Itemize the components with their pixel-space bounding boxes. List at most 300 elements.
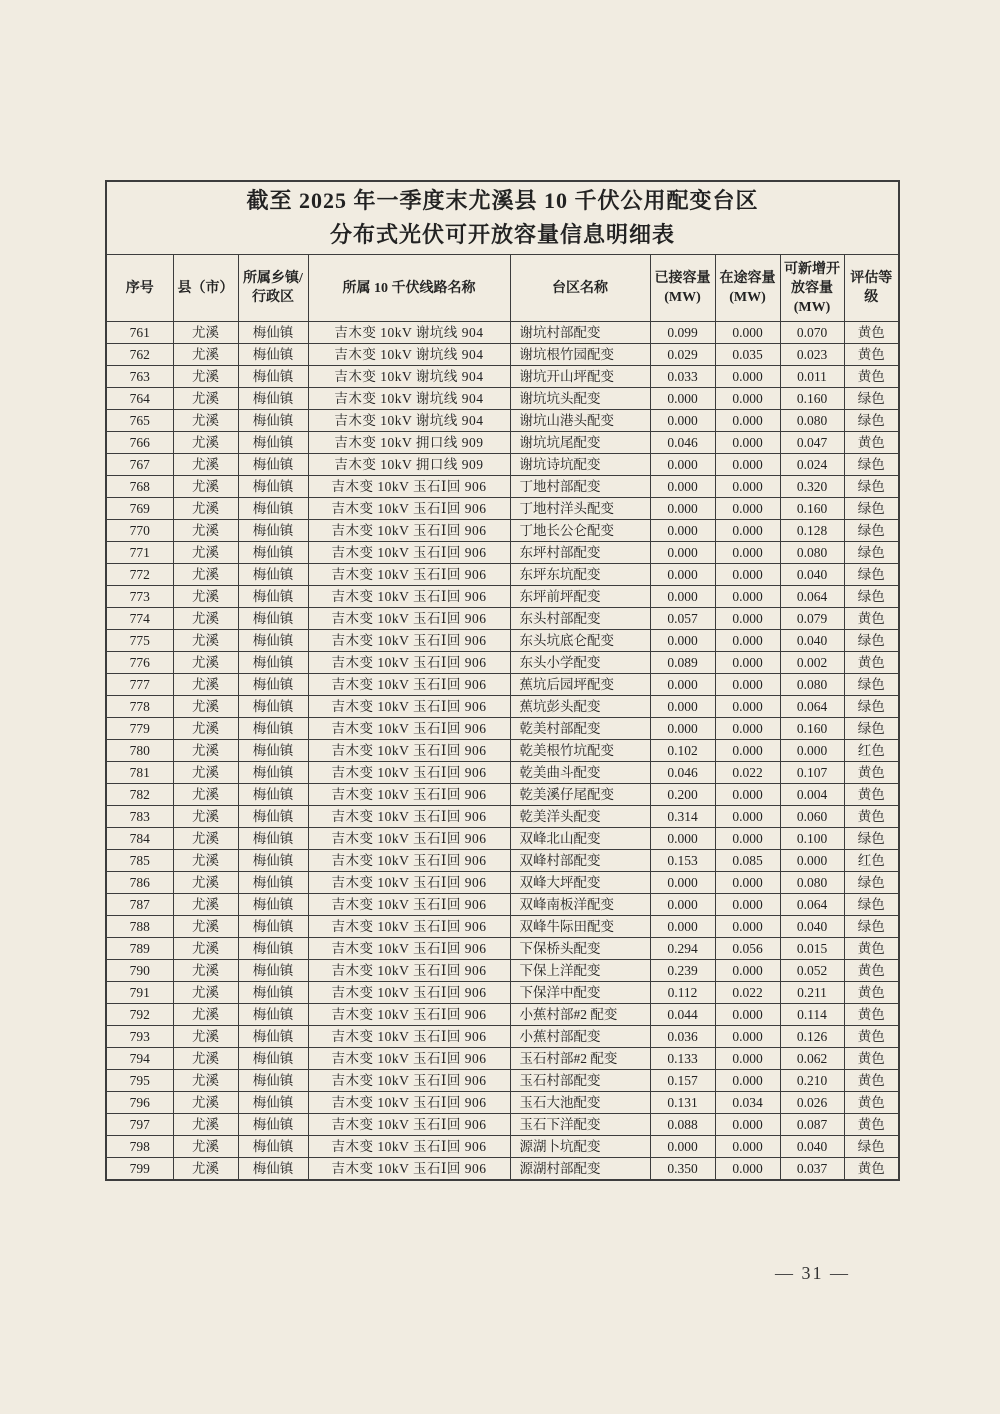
cell-new-open-mw: 0.000 xyxy=(780,740,844,762)
cell-grade: 黄色 xyxy=(844,1158,899,1181)
table-row xyxy=(106,696,899,718)
cell-county: 尤溪 xyxy=(173,718,238,740)
cell-grade: 黄色 xyxy=(844,784,899,806)
cell-county: 尤溪 xyxy=(173,344,238,366)
cell-in-transit-mw: 0.056 xyxy=(715,938,780,960)
cell-seq: 771 xyxy=(106,542,173,564)
cell-connected-mw: 0.000 xyxy=(650,542,715,564)
cell-line-name: 吉木变 10kV 玉石Ⅰ回 906 xyxy=(308,542,510,564)
table-header-row xyxy=(106,255,899,322)
cell-seq: 792 xyxy=(106,1004,173,1026)
cell-connected-mw: 0.000 xyxy=(650,586,715,608)
cell-seq: 773 xyxy=(106,586,173,608)
cell-station-name: 下保桥头配变 xyxy=(510,938,650,960)
cell-grade: 绿色 xyxy=(844,498,899,520)
cell-connected-mw: 0.000 xyxy=(650,872,715,894)
cell-station-name: 东头村部配变 xyxy=(510,608,650,630)
cell-seq: 789 xyxy=(106,938,173,960)
cell-seq: 782 xyxy=(106,784,173,806)
cell-line-name: 吉木变 10kV 玉石Ⅰ回 906 xyxy=(308,718,510,740)
cell-county: 尤溪 xyxy=(173,1004,238,1026)
cell-township: 梅仙镇 xyxy=(238,542,308,564)
cell-seq: 774 xyxy=(106,608,173,630)
cell-new-open-mw: 0.070 xyxy=(780,322,844,344)
cell-county: 尤溪 xyxy=(173,520,238,542)
cell-station-name: 东头坑底仑配变 xyxy=(510,630,650,652)
cell-township: 梅仙镇 xyxy=(238,410,308,432)
cell-new-open-mw: 0.320 xyxy=(780,476,844,498)
cell-township: 梅仙镇 xyxy=(238,652,308,674)
cell-new-open-mw: 0.004 xyxy=(780,784,844,806)
cell-township: 梅仙镇 xyxy=(238,1114,308,1136)
cell-connected-mw: 0.000 xyxy=(650,828,715,850)
cell-new-open-mw: 0.160 xyxy=(780,498,844,520)
cell-township: 梅仙镇 xyxy=(238,740,308,762)
cell-county: 尤溪 xyxy=(173,916,238,938)
cell-new-open-mw: 0.047 xyxy=(780,432,844,454)
cell-connected-mw: 0.131 xyxy=(650,1092,715,1114)
column-header-line-name: 所属 10 千伏线路名称 xyxy=(308,255,510,322)
cell-county: 尤溪 xyxy=(173,1026,238,1048)
cell-seq: 778 xyxy=(106,696,173,718)
cell-township: 梅仙镇 xyxy=(238,1136,308,1158)
cell-station-name: 小蕉村部配变 xyxy=(510,1026,650,1048)
cell-grade: 黄色 xyxy=(844,960,899,982)
cell-seq: 768 xyxy=(106,476,173,498)
cell-township: 梅仙镇 xyxy=(238,960,308,982)
cell-in-transit-mw: 0.000 xyxy=(715,784,780,806)
cell-station-name: 双峰南板洋配变 xyxy=(510,894,650,916)
table-row xyxy=(106,520,899,542)
cell-county: 尤溪 xyxy=(173,630,238,652)
table-row xyxy=(106,564,899,586)
table-head xyxy=(106,181,899,322)
cell-line-name: 吉木变 10kV 玉石Ⅰ回 906 xyxy=(308,916,510,938)
table-row xyxy=(106,322,899,344)
table-row xyxy=(106,388,899,410)
table-row xyxy=(106,1136,899,1158)
cell-seq: 777 xyxy=(106,674,173,696)
cell-connected-mw: 0.000 xyxy=(650,410,715,432)
cell-seq: 785 xyxy=(106,850,173,872)
cell-seq: 788 xyxy=(106,916,173,938)
cell-county: 尤溪 xyxy=(173,1092,238,1114)
cell-grade: 绿色 xyxy=(844,1136,899,1158)
cell-township: 梅仙镇 xyxy=(238,1048,308,1070)
cell-new-open-mw: 0.040 xyxy=(780,564,844,586)
cell-county: 尤溪 xyxy=(173,608,238,630)
cell-township: 梅仙镇 xyxy=(238,718,308,740)
column-header-in-transit-mw: 在途容量(MW) xyxy=(715,255,780,322)
cell-county: 尤溪 xyxy=(173,872,238,894)
cell-connected-mw: 0.294 xyxy=(650,938,715,960)
cell-county: 尤溪 xyxy=(173,1114,238,1136)
cell-in-transit-mw: 0.000 xyxy=(715,1114,780,1136)
cell-grade: 绿色 xyxy=(844,586,899,608)
cell-line-name: 吉木变 10kV 玉石Ⅰ回 906 xyxy=(308,828,510,850)
cell-line-name: 吉木变 10kV 玉石Ⅰ回 906 xyxy=(308,1026,510,1048)
table-row xyxy=(106,982,899,1004)
table-row xyxy=(106,740,899,762)
cell-in-transit-mw: 0.000 xyxy=(715,498,780,520)
cell-in-transit-mw: 0.000 xyxy=(715,806,780,828)
cell-county: 尤溪 xyxy=(173,586,238,608)
cell-in-transit-mw: 0.000 xyxy=(715,1070,780,1092)
cell-new-open-mw: 0.126 xyxy=(780,1026,844,1048)
cell-seq: 766 xyxy=(106,432,173,454)
cell-county: 尤溪 xyxy=(173,850,238,872)
cell-in-transit-mw: 0.000 xyxy=(715,740,780,762)
cell-seq: 796 xyxy=(106,1092,173,1114)
cell-county: 尤溪 xyxy=(173,542,238,564)
cell-township: 梅仙镇 xyxy=(238,432,308,454)
cell-line-name: 吉木变 10kV 玉石Ⅰ回 906 xyxy=(308,1114,510,1136)
cell-new-open-mw: 0.064 xyxy=(780,586,844,608)
table-row xyxy=(106,608,899,630)
cell-connected-mw: 0.157 xyxy=(650,1070,715,1092)
cell-seq: 786 xyxy=(106,872,173,894)
table-title xyxy=(106,181,899,255)
cell-township: 梅仙镇 xyxy=(238,366,308,388)
table-row xyxy=(106,586,899,608)
cell-new-open-mw: 0.210 xyxy=(780,1070,844,1092)
cell-seq: 764 xyxy=(106,388,173,410)
cell-line-name: 吉木变 10kV 谢坑线 904 xyxy=(308,366,510,388)
cell-county: 尤溪 xyxy=(173,432,238,454)
cell-new-open-mw: 0.040 xyxy=(780,630,844,652)
cell-in-transit-mw: 0.000 xyxy=(715,322,780,344)
cell-new-open-mw: 0.000 xyxy=(780,850,844,872)
cell-station-name: 乾美洋头配变 xyxy=(510,806,650,828)
table-row xyxy=(106,894,899,916)
cell-station-name: 玉石村部配变 xyxy=(510,1070,650,1092)
cell-grade: 绿色 xyxy=(844,872,899,894)
cell-in-transit-mw: 0.000 xyxy=(715,960,780,982)
cell-connected-mw: 0.000 xyxy=(650,388,715,410)
cell-township: 梅仙镇 xyxy=(238,696,308,718)
cell-line-name: 吉木变 10kV 谢坑线 904 xyxy=(308,322,510,344)
cell-line-name: 吉木变 10kV 玉石Ⅰ回 906 xyxy=(308,960,510,982)
cell-county: 尤溪 xyxy=(173,652,238,674)
cell-line-name: 吉木变 10kV 玉石Ⅰ回 906 xyxy=(308,894,510,916)
cell-county: 尤溪 xyxy=(173,410,238,432)
cell-connected-mw: 0.046 xyxy=(650,762,715,784)
cell-township: 梅仙镇 xyxy=(238,1070,308,1092)
cell-in-transit-mw: 0.000 xyxy=(715,696,780,718)
cell-line-name: 吉木变 10kV 玉石Ⅰ回 906 xyxy=(308,1158,510,1181)
cell-in-transit-mw: 0.000 xyxy=(715,476,780,498)
cell-county: 尤溪 xyxy=(173,762,238,784)
table-row xyxy=(106,784,899,806)
cell-grade: 黄色 xyxy=(844,652,899,674)
cell-grade: 绿色 xyxy=(844,410,899,432)
cell-station-name: 东坪东坑配变 xyxy=(510,564,650,586)
cell-connected-mw: 0.000 xyxy=(650,454,715,476)
cell-township: 梅仙镇 xyxy=(238,322,308,344)
cell-grade: 绿色 xyxy=(844,388,899,410)
cell-line-name: 吉木变 10kV 玉石Ⅰ回 906 xyxy=(308,696,510,718)
cell-county: 尤溪 xyxy=(173,674,238,696)
cell-in-transit-mw: 0.000 xyxy=(715,1026,780,1048)
table-row xyxy=(106,366,899,388)
cell-seq: 772 xyxy=(106,564,173,586)
cell-township: 梅仙镇 xyxy=(238,784,308,806)
cell-seq: 762 xyxy=(106,344,173,366)
cell-county: 尤溪 xyxy=(173,696,238,718)
cell-township: 梅仙镇 xyxy=(238,1004,308,1026)
cell-township: 梅仙镇 xyxy=(238,586,308,608)
cell-grade: 黄色 xyxy=(844,1048,899,1070)
cell-township: 梅仙镇 xyxy=(238,1026,308,1048)
cell-new-open-mw: 0.080 xyxy=(780,872,844,894)
cell-connected-mw: 0.088 xyxy=(650,1114,715,1136)
table-row xyxy=(106,410,899,432)
cell-in-transit-mw: 0.000 xyxy=(715,1048,780,1070)
cell-in-transit-mw: 0.000 xyxy=(715,608,780,630)
cell-new-open-mw: 0.080 xyxy=(780,542,844,564)
cell-in-transit-mw: 0.000 xyxy=(715,916,780,938)
cell-grade: 绿色 xyxy=(844,894,899,916)
table-row xyxy=(106,960,899,982)
cell-township: 梅仙镇 xyxy=(238,388,308,410)
cell-grade: 黄色 xyxy=(844,608,899,630)
cell-line-name: 吉木变 10kV 玉石Ⅰ回 906 xyxy=(308,476,510,498)
cell-county: 尤溪 xyxy=(173,784,238,806)
cell-line-name: 吉木变 10kV 玉石Ⅰ回 906 xyxy=(308,740,510,762)
capacity-table xyxy=(105,180,900,1181)
cell-new-open-mw: 0.114 xyxy=(780,1004,844,1026)
cell-township: 梅仙镇 xyxy=(238,674,308,696)
table-row xyxy=(106,1070,899,1092)
cell-connected-mw: 0.029 xyxy=(650,344,715,366)
cell-grade: 绿色 xyxy=(844,696,899,718)
cell-township: 梅仙镇 xyxy=(238,982,308,1004)
cell-grade: 黄色 xyxy=(844,1070,899,1092)
cell-connected-mw: 0.000 xyxy=(650,520,715,542)
cell-new-open-mw: 0.211 xyxy=(780,982,844,1004)
cell-grade: 绿色 xyxy=(844,476,899,498)
cell-in-transit-mw: 0.000 xyxy=(715,520,780,542)
cell-county: 尤溪 xyxy=(173,498,238,520)
cell-township: 梅仙镇 xyxy=(238,608,308,630)
cell-line-name: 吉木变 10kV 玉石Ⅰ回 906 xyxy=(308,1070,510,1092)
cell-connected-mw: 0.036 xyxy=(650,1026,715,1048)
cell-station-name: 谢坑根竹园配变 xyxy=(510,344,650,366)
column-header-township: 所属乡镇/行政区 xyxy=(238,255,308,322)
cell-township: 梅仙镇 xyxy=(238,454,308,476)
table-title-line1: 截至 2025 年一季度末尤溪县 10 千伏公用配变台区 xyxy=(246,188,759,213)
cell-township: 梅仙镇 xyxy=(238,762,308,784)
column-header-county: 县（市） xyxy=(173,255,238,322)
cell-township: 梅仙镇 xyxy=(238,916,308,938)
table-row xyxy=(106,476,899,498)
cell-township: 梅仙镇 xyxy=(238,476,308,498)
cell-new-open-mw: 0.052 xyxy=(780,960,844,982)
cell-seq: 763 xyxy=(106,366,173,388)
table-row xyxy=(106,938,899,960)
cell-township: 梅仙镇 xyxy=(238,872,308,894)
cell-station-name: 下保洋中配变 xyxy=(510,982,650,1004)
table-row xyxy=(106,1026,899,1048)
cell-county: 尤溪 xyxy=(173,894,238,916)
cell-in-transit-mw: 0.022 xyxy=(715,762,780,784)
cell-new-open-mw: 0.024 xyxy=(780,454,844,476)
cell-line-name: 吉木变 10kV 玉石Ⅰ回 906 xyxy=(308,872,510,894)
cell-new-open-mw: 0.026 xyxy=(780,1092,844,1114)
cell-seq: 776 xyxy=(106,652,173,674)
table-row xyxy=(106,432,899,454)
cell-grade: 绿色 xyxy=(844,520,899,542)
cell-line-name: 吉木变 10kV 玉石Ⅰ回 906 xyxy=(308,608,510,630)
column-header-new-open-mw: 可新增开放容量(MW) xyxy=(780,255,844,322)
cell-new-open-mw: 0.060 xyxy=(780,806,844,828)
cell-grade: 红色 xyxy=(844,850,899,872)
column-header-connected-mw: 已接容量(MW) xyxy=(650,255,715,322)
cell-grade: 绿色 xyxy=(844,564,899,586)
cell-seq: 799 xyxy=(106,1158,173,1181)
cell-township: 梅仙镇 xyxy=(238,938,308,960)
cell-new-open-mw: 0.100 xyxy=(780,828,844,850)
cell-grade: 红色 xyxy=(844,740,899,762)
cell-township: 梅仙镇 xyxy=(238,894,308,916)
cell-connected-mw: 0.000 xyxy=(650,916,715,938)
cell-in-transit-mw: 0.035 xyxy=(715,344,780,366)
cell-county: 尤溪 xyxy=(173,960,238,982)
cell-grade: 黄色 xyxy=(844,322,899,344)
cell-township: 梅仙镇 xyxy=(238,806,308,828)
cell-seq: 797 xyxy=(106,1114,173,1136)
cell-new-open-mw: 0.128 xyxy=(780,520,844,542)
cell-grade: 黄色 xyxy=(844,366,899,388)
cell-township: 梅仙镇 xyxy=(238,498,308,520)
cell-grade: 黄色 xyxy=(844,1114,899,1136)
cell-connected-mw: 0.133 xyxy=(650,1048,715,1070)
cell-new-open-mw: 0.062 xyxy=(780,1048,844,1070)
cell-connected-mw: 0.099 xyxy=(650,322,715,344)
cell-connected-mw: 0.000 xyxy=(650,498,715,520)
cell-county: 尤溪 xyxy=(173,388,238,410)
cell-connected-mw: 0.102 xyxy=(650,740,715,762)
cell-station-name: 玉石村部#2 配变 xyxy=(510,1048,650,1070)
cell-seq: 783 xyxy=(106,806,173,828)
cell-grade: 黄色 xyxy=(844,1026,899,1048)
cell-connected-mw: 0.044 xyxy=(650,1004,715,1026)
cell-county: 尤溪 xyxy=(173,476,238,498)
page-number: — 31 — xyxy=(775,1263,850,1283)
cell-line-name: 吉木变 10kV 谢坑线 904 xyxy=(308,344,510,366)
cell-county: 尤溪 xyxy=(173,828,238,850)
cell-in-transit-mw: 0.000 xyxy=(715,630,780,652)
cell-station-name: 双峰大坪配变 xyxy=(510,872,650,894)
cell-station-name: 谢坑开山坪配变 xyxy=(510,366,650,388)
cell-station-name: 下保上洋配变 xyxy=(510,960,650,982)
cell-county: 尤溪 xyxy=(173,938,238,960)
cell-connected-mw: 0.112 xyxy=(650,982,715,1004)
table-row xyxy=(106,1092,899,1114)
cell-county: 尤溪 xyxy=(173,1048,238,1070)
cell-station-name: 蕉坑后园坪配变 xyxy=(510,674,650,696)
cell-seq: 784 xyxy=(106,828,173,850)
cell-connected-mw: 0.033 xyxy=(650,366,715,388)
cell-seq: 790 xyxy=(106,960,173,982)
cell-connected-mw: 0.046 xyxy=(650,432,715,454)
cell-connected-mw: 0.057 xyxy=(650,608,715,630)
table-row xyxy=(106,674,899,696)
cell-station-name: 丁地村部配变 xyxy=(510,476,650,498)
cell-in-transit-mw: 0.022 xyxy=(715,982,780,1004)
cell-township: 梅仙镇 xyxy=(238,520,308,542)
cell-county: 尤溪 xyxy=(173,1158,238,1181)
cell-grade: 绿色 xyxy=(844,630,899,652)
cell-new-open-mw: 0.002 xyxy=(780,652,844,674)
cell-township: 梅仙镇 xyxy=(238,344,308,366)
cell-station-name: 东坪前坪配变 xyxy=(510,586,650,608)
table-row xyxy=(106,718,899,740)
cell-connected-mw: 0.350 xyxy=(650,1158,715,1181)
cell-in-transit-mw: 0.000 xyxy=(715,410,780,432)
cell-in-transit-mw: 0.000 xyxy=(715,388,780,410)
cell-station-name: 谢坑坑头配变 xyxy=(510,388,650,410)
cell-in-transit-mw: 0.000 xyxy=(715,586,780,608)
cell-in-transit-mw: 0.000 xyxy=(715,432,780,454)
cell-seq: 767 xyxy=(106,454,173,476)
cell-in-transit-mw: 0.034 xyxy=(715,1092,780,1114)
cell-new-open-mw: 0.107 xyxy=(780,762,844,784)
cell-line-name: 吉木变 10kV 玉石Ⅰ回 906 xyxy=(308,674,510,696)
cell-line-name: 吉木变 10kV 谢坑线 904 xyxy=(308,410,510,432)
cell-seq: 761 xyxy=(106,322,173,344)
cell-grade: 黄色 xyxy=(844,938,899,960)
cell-in-transit-mw: 0.085 xyxy=(715,850,780,872)
cell-line-name: 吉木变 10kV 玉石Ⅰ回 906 xyxy=(308,498,510,520)
cell-grade: 黄色 xyxy=(844,982,899,1004)
table-row xyxy=(106,1114,899,1136)
cell-seq: 781 xyxy=(106,762,173,784)
cell-new-open-mw: 0.160 xyxy=(780,388,844,410)
table-row xyxy=(106,630,899,652)
cell-township: 梅仙镇 xyxy=(238,850,308,872)
cell-in-transit-mw: 0.000 xyxy=(715,828,780,850)
cell-station-name: 乾美溪仔尾配变 xyxy=(510,784,650,806)
table-title-row xyxy=(106,181,899,255)
cell-station-name: 双峰村部配变 xyxy=(510,850,650,872)
cell-new-open-mw: 0.080 xyxy=(780,674,844,696)
table-row xyxy=(106,454,899,476)
cell-in-transit-mw: 0.000 xyxy=(715,1004,780,1026)
cell-in-transit-mw: 0.000 xyxy=(715,542,780,564)
cell-new-open-mw: 0.015 xyxy=(780,938,844,960)
cell-line-name: 吉木变 10kV 玉石Ⅰ回 906 xyxy=(308,652,510,674)
table-row xyxy=(106,1158,899,1181)
cell-county: 尤溪 xyxy=(173,982,238,1004)
cell-line-name: 吉木变 10kV 玉石Ⅰ回 906 xyxy=(308,806,510,828)
cell-station-name: 源湖卜坑配变 xyxy=(510,1136,650,1158)
cell-in-transit-mw: 0.000 xyxy=(715,652,780,674)
cell-seq: 780 xyxy=(106,740,173,762)
cell-grade: 黄色 xyxy=(844,1004,899,1026)
table-row xyxy=(106,850,899,872)
cell-line-name: 吉木变 10kV 玉石Ⅰ回 906 xyxy=(308,1004,510,1026)
cell-township: 梅仙镇 xyxy=(238,1092,308,1114)
table-row xyxy=(106,1004,899,1026)
cell-in-transit-mw: 0.000 xyxy=(715,894,780,916)
cell-in-transit-mw: 0.000 xyxy=(715,564,780,586)
cell-grade: 绿色 xyxy=(844,454,899,476)
cell-station-name: 蕉坑彭头配变 xyxy=(510,696,650,718)
cell-station-name: 谢坑村部配变 xyxy=(510,322,650,344)
cell-connected-mw: 0.153 xyxy=(650,850,715,872)
column-header-seq: 序号 xyxy=(106,255,173,322)
